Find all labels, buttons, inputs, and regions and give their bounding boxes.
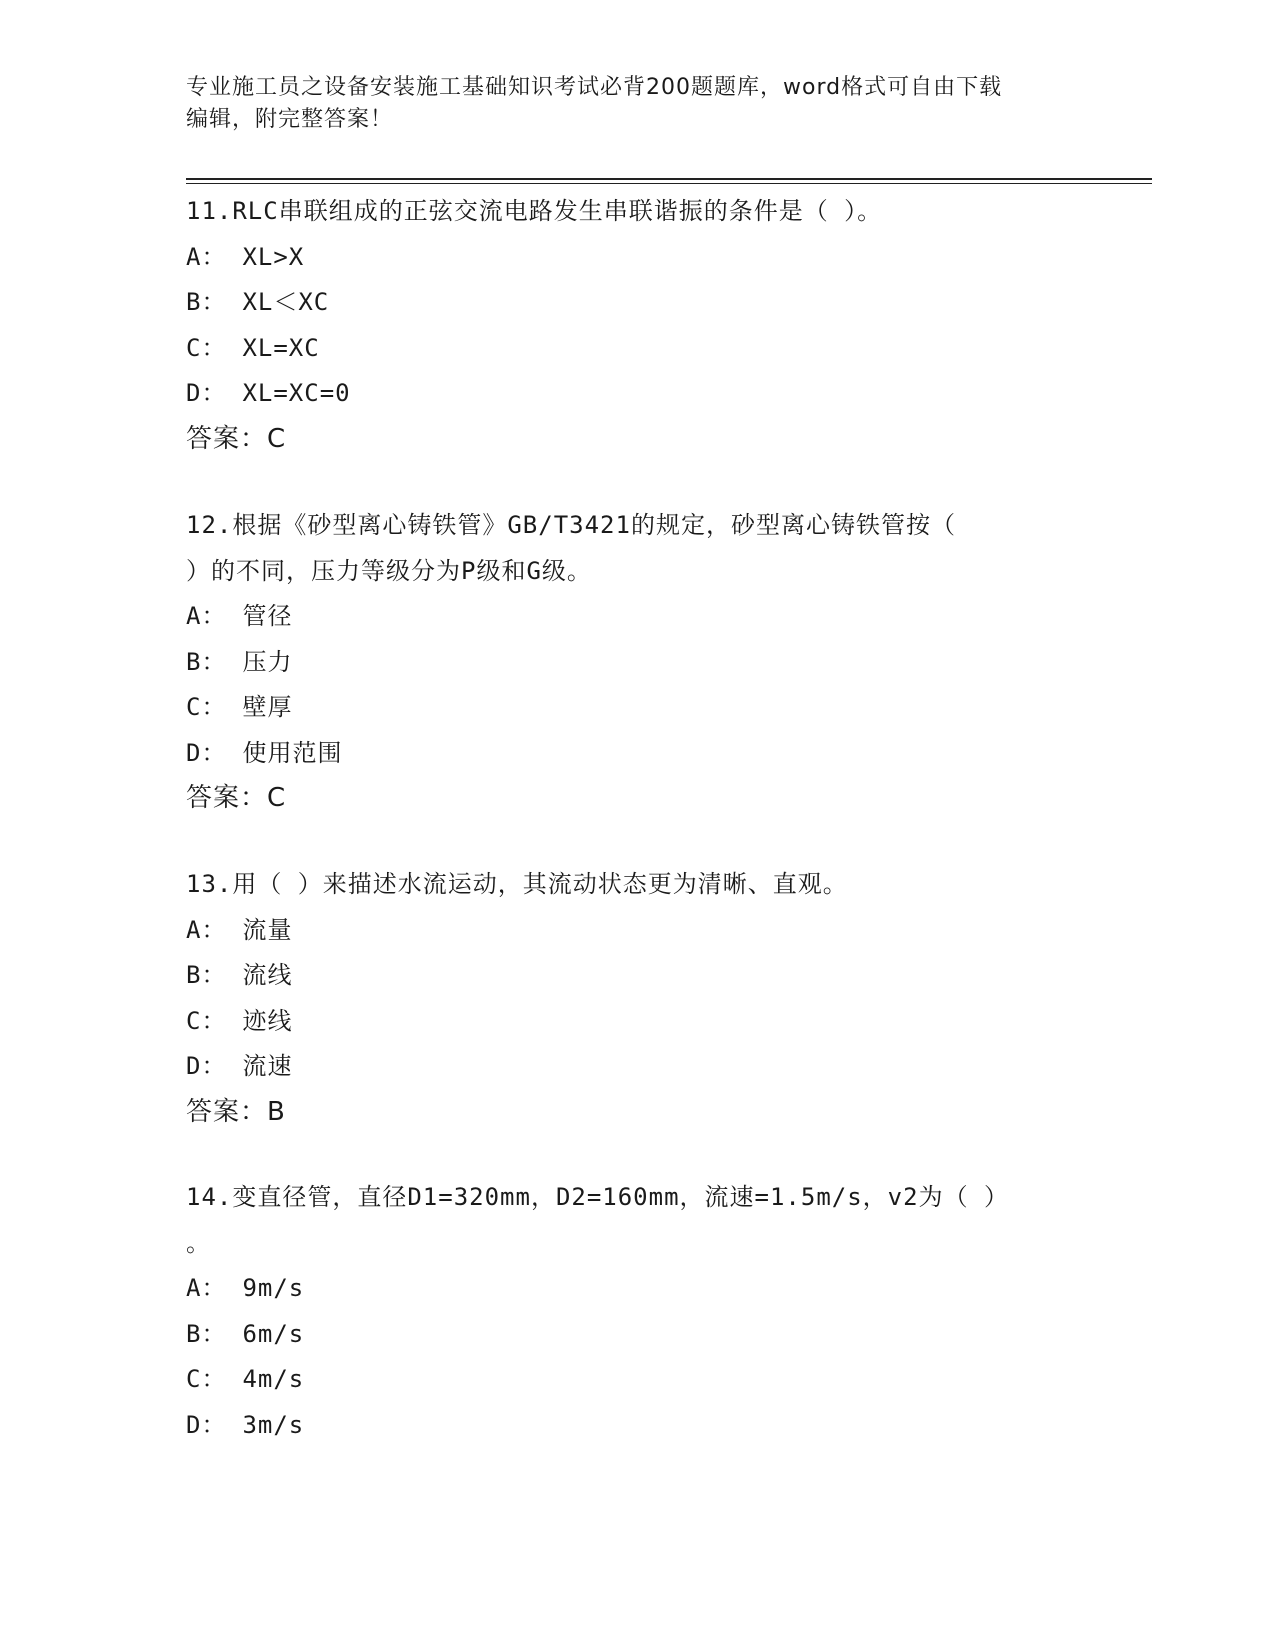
option-text: 使用范围 [242, 738, 343, 767]
option-d [186, 1044, 1086, 1090]
divider-thick-line [186, 178, 1152, 180]
question-stem: 13.用（ ）来描述水流运动，其流动状态更为清晰、直观。 [186, 870, 848, 898]
option-a [186, 235, 1086, 281]
option-key: A： [186, 242, 227, 271]
option-text: 4m/s [242, 1365, 305, 1393]
option-d [186, 731, 1086, 777]
question-stem: 14.变直径管，直径D1=320mm，D2=160mm，流速=1.5m/s，v2为（ ） [186, 1183, 1010, 1211]
option-text: 流量 [242, 915, 293, 944]
option-key: B： [186, 288, 227, 316]
option-key: C： [186, 1006, 227, 1035]
option-b [186, 280, 1086, 326]
option-text: XL=XC=0 [242, 379, 351, 407]
header-line-2: 编辑，附完整答案！ [186, 107, 394, 132]
option-key: A： [186, 602, 227, 630]
option-key: B： [186, 647, 227, 676]
option-key: A： [186, 915, 227, 944]
option-key: D： [186, 1052, 227, 1080]
option-c [186, 685, 1086, 731]
option-key: A： [186, 1274, 227, 1302]
answer-line: 答案：B [186, 1096, 286, 1127]
question-stem: 11.RLC串联组成的正弦交流电路发生串联谐振的条件是（ ）。 [186, 197, 883, 225]
option-text: 管径 [242, 602, 293, 630]
option-key: C： [186, 333, 227, 362]
option-key: C： [186, 693, 227, 721]
question-14 [186, 1175, 1086, 1448]
option-text: 壁厚 [242, 693, 293, 721]
option-b [186, 640, 1086, 686]
question-stem-continued: ）的不同，压力等级分为P级和G级。 [186, 556, 592, 585]
question-13 [186, 862, 1086, 1135]
option-text: XL＜XC [242, 288, 330, 316]
option-text: XL=XC [242, 333, 320, 362]
option-text: 9m/s [242, 1274, 305, 1302]
divider-thin-line [186, 183, 1152, 184]
option-c [186, 1357, 1086, 1403]
option-text: 3m/s [242, 1410, 305, 1439]
answer-line: 答案：C [186, 783, 287, 813]
option-key: B： [186, 1319, 227, 1348]
question-stem-continued: 。 [186, 1228, 211, 1257]
option-b [186, 953, 1086, 999]
option-a [186, 1266, 1086, 1312]
question-11 [186, 189, 1086, 462]
option-key: B： [186, 961, 227, 989]
answer-line: 答案：C [186, 423, 287, 454]
question-stem: 12.根据《砂型离心铸铁管》GB/T3421的规定，砂型离心铸铁管按（ [186, 511, 956, 539]
option-text: 6m/s [242, 1319, 305, 1348]
option-key: D： [186, 1410, 227, 1439]
document-header [186, 72, 1066, 136]
option-d [186, 1403, 1086, 1449]
option-a [186, 594, 1086, 640]
option-a [186, 908, 1086, 954]
option-text: 迹线 [242, 1006, 293, 1035]
option-d [186, 371, 1086, 417]
question-12 [186, 503, 1086, 822]
option-key: D： [186, 379, 227, 407]
option-key: D： [186, 738, 227, 767]
option-c [186, 326, 1086, 372]
option-text: 流速 [242, 1052, 293, 1080]
option-c [186, 999, 1086, 1045]
header-line-1: 专业施工员之设备安装施工基础知识考试必背200题题库，word格式可自由下载 [186, 75, 1003, 100]
option-text: 压力 [242, 647, 293, 676]
header-divider [186, 178, 1152, 186]
option-text: XL>X [242, 242, 305, 271]
option-text: 流线 [242, 961, 293, 989]
option-key: C： [186, 1365, 227, 1393]
option-b [186, 1312, 1086, 1358]
